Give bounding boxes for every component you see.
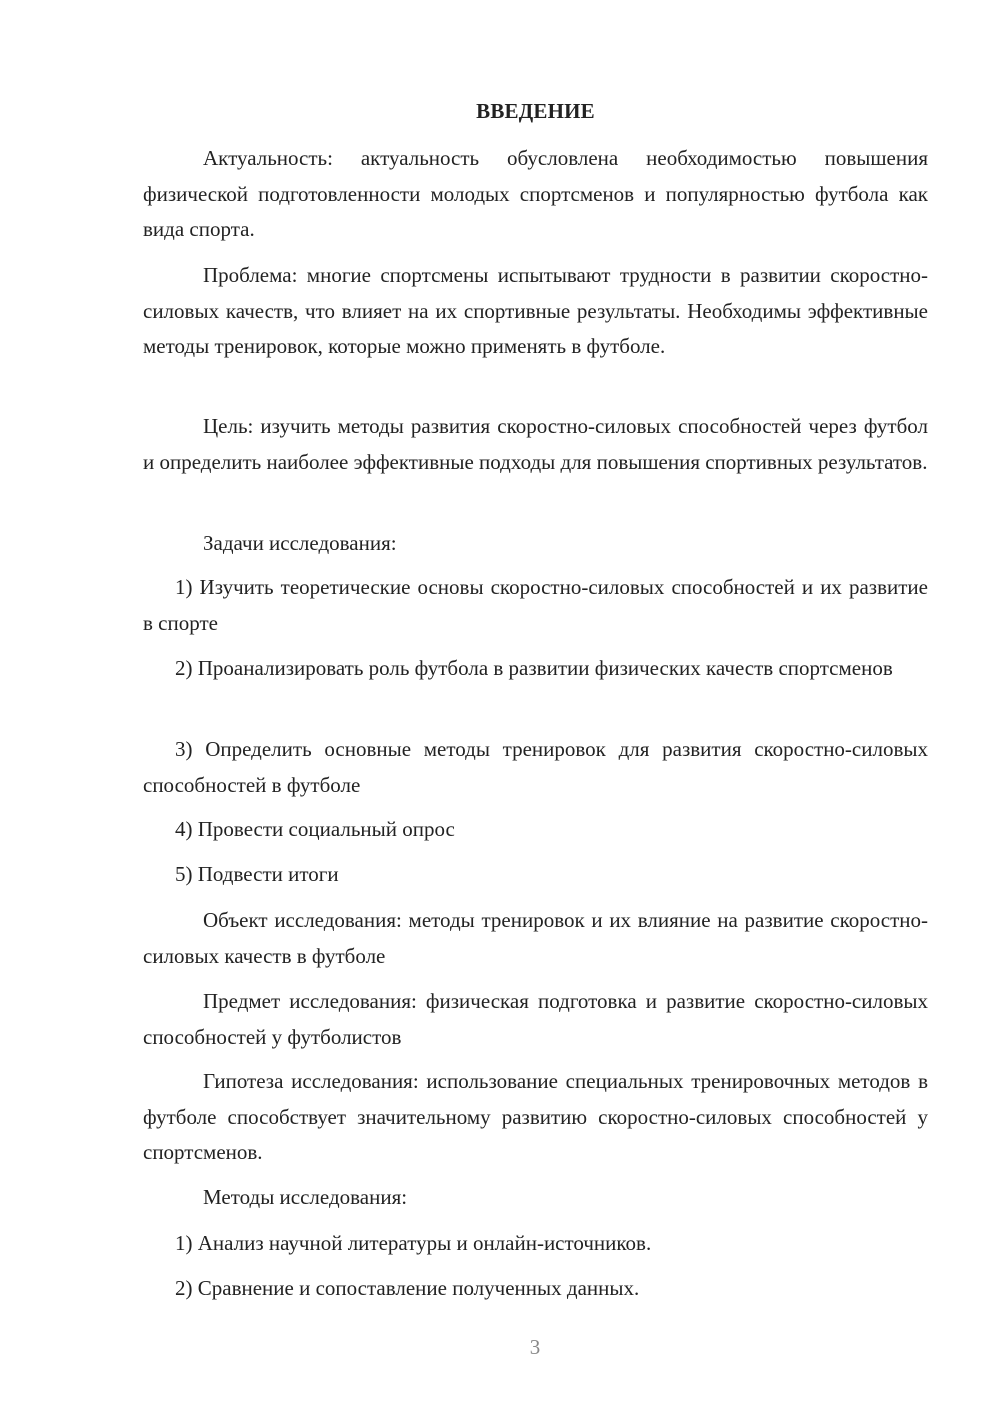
- section-heading: ВВЕДЕНИЕ: [476, 99, 595, 123]
- paragraph-object: Объект исследования: методы тренировок и их влияние на развитие скоростно-силовых качеств в футболе: [143, 908, 928, 968]
- paragraph-relevance: Актуальность: актуальность обусловлена необходимостью повышения физической подготовленности молодых спортсменов и популярностью футбола как вида спорта.: [143, 146, 928, 241]
- tasks-heading: Задачи исследования:: [203, 531, 397, 555]
- task-item: 4) Провести социальный опрос: [175, 817, 455, 841]
- paragraph-problem: Проблема: многие спортсмены испытывают трудности в развитии скоростно-силовых качеств, что влияет на их спортивные результаты. Необходимы эффективные методы тренировок, которые можно применять в футболе.: [143, 263, 928, 358]
- methods-heading: Методы исследования:: [203, 1185, 408, 1209]
- task-item: 3) Определить основные методы тренировок для развития скоростно-силовых способностей в футболе: [143, 737, 928, 797]
- task-item: 5) Подвести итоги: [175, 862, 339, 886]
- paragraph-goal: Цель: изучить методы развития скоростно-силовых способностей через футбол и определить наиболее эффективные подходы для повышения спортивных результатов.: [143, 414, 928, 474]
- method-item: 2) Сравнение и сопоставление полученных данных.: [175, 1276, 640, 1300]
- paragraph-subject: Предмет исследования: физическая подготовка и развитие скоростно-силовых способностей у футболистов: [143, 989, 928, 1049]
- page-number: 3: [529, 1335, 541, 1359]
- task-item: 1) Изучить теоретические основы скоростно-силовых способностей и их развитие в спорте: [143, 575, 928, 635]
- task-item: 2) Проанализировать роль футбола в развитии физических качеств спортсменов: [175, 656, 893, 680]
- paragraph-hypothesis: Гипотеза исследования: использование специальных тренировочных методов в футболе способствует значительному развитию скоростно-силовых способностей у спортсменов.: [143, 1069, 928, 1164]
- method-item: 1) Анализ научной литературы и онлайн-источников.: [175, 1231, 652, 1255]
